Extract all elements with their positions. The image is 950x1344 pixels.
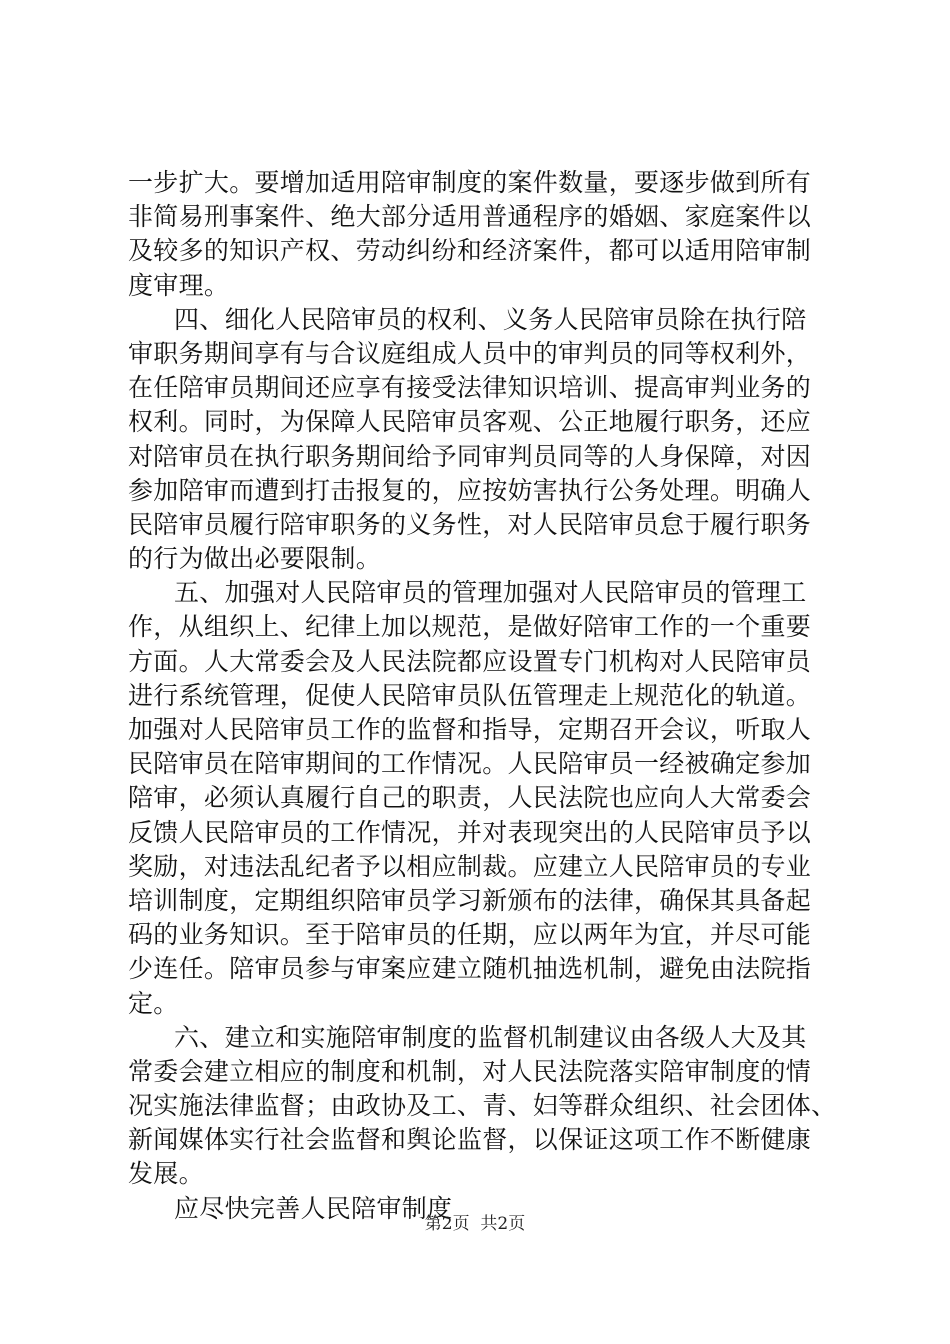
text-line: 在任陪审员期间还应享有接受法律知识培训、提高审判业务的 — [128, 373, 812, 403]
text-line: 对陪审员在执行职务期间给予同审判员同等的人身保障，对因 — [128, 441, 812, 471]
text-line: 定。 — [128, 988, 179, 1018]
text-line: 应尽快完善人民陪审制度 — [174, 1193, 453, 1223]
text-line: 反馈人民陪审员的工作情况，并对表现突出的人民陪审员予以 — [128, 817, 812, 847]
text-line: 常委会建立相应的制度和机制，对人民法院落实陪审制度的情 — [128, 1056, 812, 1086]
text-line: 新闻媒体实行社会监督和舆论监督，以保证这项工作不断健康 — [128, 1125, 812, 1155]
text-line: 少连任。陪审员参与审案应建立随机抽选机制，避免由法院指 — [128, 954, 812, 984]
text-line: 参加陪审而遭到打击报复的，应按妨害执行公务处理。明确人 — [128, 475, 812, 505]
text-line: 民陪审员履行陪审职务的义务性，对人民陪审员怠于履行职务 — [128, 509, 812, 539]
text-line: 一步扩大。要增加适用陪审制度的案件数量，要逐步做到所有 — [128, 168, 812, 197]
text-line: 度审理。 — [128, 270, 230, 300]
text-line: 进行系统管理，促使人民陪审员队伍管理走上规范化的轨道。 — [128, 680, 812, 710]
text-line: 培训制度，定期组织陪审员学习新颁布的法律，确保其具备起 — [128, 885, 812, 915]
text-line: 四、细化人民陪审员的权利、义务人民陪审员除在执行陪 — [174, 304, 807, 334]
page-number-label: 第2页 共2页 — [424, 1214, 526, 1234]
text-line: 作，从组织上、纪律上加以规范，是做好陪审工作的一个重要 — [128, 612, 812, 642]
text-line: 陪审，必须认真履行自己的职责，人民法院也应向人大常委会 — [128, 783, 812, 813]
text-line: 五、加强对人民陪审员的管理加强对人民陪审员的管理工 — [174, 578, 807, 608]
text-line: 况实施法律监督；由政协及工、青、妇等群众组织、社会团体、 — [128, 1091, 837, 1121]
text-line: 发展。 — [128, 1159, 204, 1189]
text-line: 及较多的知识产权、劳动纠纷和经济案件，都可以适用陪审制 — [128, 236, 812, 266]
text-line: 非简易刑事案件、绝大部分适用普通程序的婚姻、家庭案件以 — [128, 202, 812, 232]
text-line: 的行为做出必要限制。 — [128, 544, 382, 574]
text-line: 六、建立和实施陪审制度的监督机制建议由各级人大及其 — [174, 1022, 807, 1052]
text-line: 奖励，对违法乱纪者予以相应制裁。应建立人民陪审员的专业 — [128, 851, 812, 881]
text-line: 码的业务知识。至于陪审员的任期，应以两年为宜，并尽可能 — [128, 920, 812, 950]
text-line: 加强对人民陪审员工作的监督和指导，定期召开会议，听取人 — [128, 715, 812, 744]
text-line: 权利。同时，为保障人民陪审员客观、公正地履行职务，还应 — [128, 407, 812, 437]
text-line: 民陪审员在陪审期间的工作情况。人民陪审员一经被确定参加 — [128, 749, 812, 779]
text-line: 方面。人大常委会及人民法院都应设置专门机构对人民陪审员 — [128, 646, 812, 676]
text-line: 审职务期间享有与合议庭组成人员中的审判员的同等权利外， — [128, 338, 812, 368]
page-footer — [0, 1213, 950, 1235]
document-body — [128, 166, 837, 1226]
